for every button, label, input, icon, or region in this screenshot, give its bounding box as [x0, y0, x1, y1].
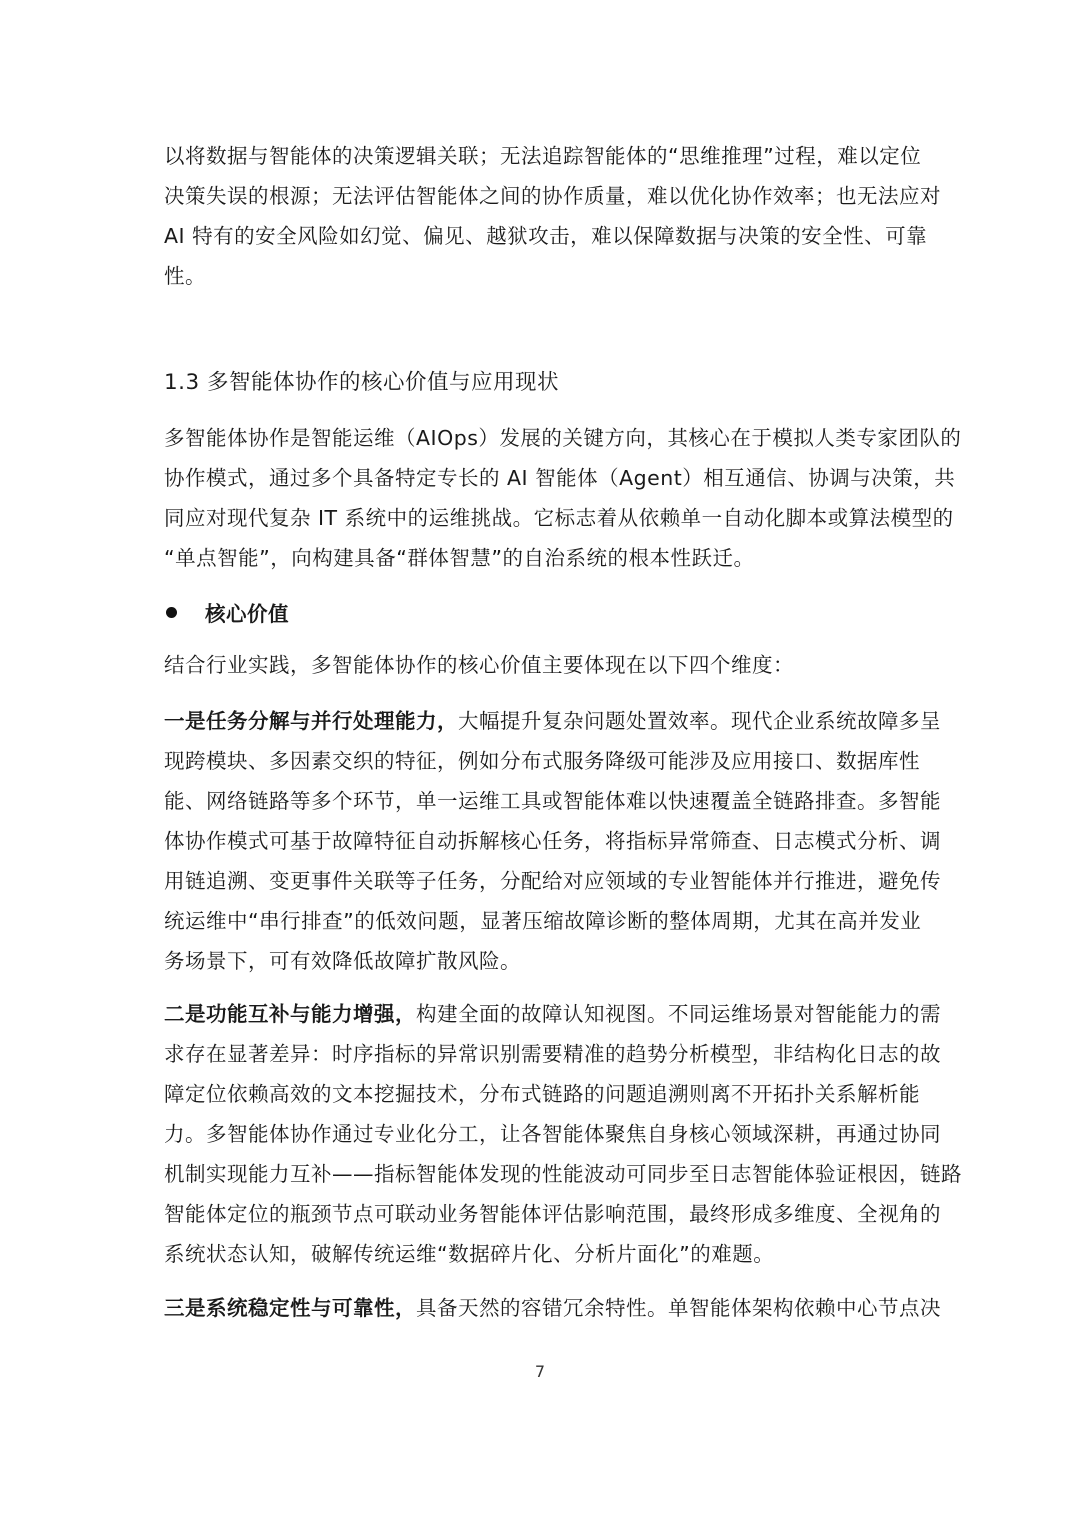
- text-line: 用链追溯、变更事件关联等子任务，分配给对应领域的专业智能体并行推进，避免传: [164, 869, 941, 893]
- text-line: 协作模式，通过多个具备特定专长的 AI 智能体（Agent）相互通信、协调与决策，共: [164, 466, 956, 490]
- text-line: [164, 1288, 941, 1328]
- text-line: 结合行业实践，多智能体协作的核心价值主要体现在以下四个维度：: [164, 653, 794, 677]
- paragraph-intro-continued: [164, 136, 941, 296]
- bullet-dot-icon: [166, 607, 177, 618]
- text-line: 统运维中“串行排查”的低效问题，显著压缩故障诊断的整体周期，尤其在高并发业: [164, 909, 922, 933]
- value-2-rest: 构建全面的故障认知视图。不同运维场景对智能能力的需: [416, 1002, 941, 1026]
- bullet-label: 核心价值: [205, 602, 289, 626]
- text-line: “单点智能”，向构建具备“群体智慧”的自治系统的根本性跃迁。: [164, 546, 755, 570]
- page-number: 7: [534, 1362, 546, 1381]
- text-line: 决策失误的根源；无法评估智能体之间的协作质量，难以优化协作效率；也无法应对: [164, 184, 941, 208]
- value-1-lead: 一是任务分解与并行处理能力，: [164, 709, 458, 733]
- text-line: 多智能体协作是智能运维（AIOps）发展的关键方向，其核心在于模拟人类专家团队的: [164, 426, 962, 450]
- value-3-lead: 三是系统稳定性与可靠性，: [164, 1296, 416, 1320]
- text-line: [164, 994, 941, 1034]
- paragraph-value-3: [164, 1288, 941, 1328]
- text-line: 体协作模式可基于故障特征自动拆解核心任务，将指标异常筛查、日志模式分析、调: [164, 829, 941, 853]
- text-line: 务场景下，可有效降低故障扩散风险。: [164, 949, 521, 973]
- text-line: 障定位依赖高效的文本挖掘技术，分布式链路的问题追溯则离不开拓扑关系解析能: [164, 1082, 920, 1106]
- section-heading: [164, 363, 924, 403]
- text-line: 机制实现能力互补——指标智能体发现的性能波动可同步至日志智能体验证根因，链路: [164, 1162, 962, 1186]
- text-line: 以将数据与智能体的决策逻辑关联；无法追踪智能体的“思维推理”过程，难以定位: [164, 144, 922, 168]
- text-line: 现跨模块、多因素交织的特征，例如分布式服务降级可能涉及应用接口、数据库性: [164, 749, 920, 773]
- paragraph-dimensions-intro: [164, 645, 924, 685]
- bullet-heading: [164, 592, 289, 632]
- text-line: 智能体定位的瓶颈节点可联动业务智能体评估影响范围，最终形成多维度、全视角的: [164, 1202, 941, 1226]
- paragraph-overview: [164, 418, 962, 578]
- text-line: 求存在显著差异：时序指标的异常识别需要精准的趋势分析模型，非结构化日志的故: [164, 1042, 941, 1066]
- text-line: 性。: [164, 264, 206, 288]
- value-2-lead: 二是功能互补与能力增强，: [164, 1002, 416, 1026]
- value-1-rest: 大幅提升复杂问题处置效率。现代企业系统故障多呈: [458, 709, 941, 733]
- paragraph-value-2: [164, 994, 962, 1274]
- text-line: [164, 701, 941, 741]
- text-line: AI 特有的安全风险如幻觉、偏见、越狱攻击，难以保障数据与决策的安全性、可靠: [164, 224, 928, 248]
- section-title: 1.3 多智能体协作的核心价值与应用现状: [164, 370, 560, 395]
- paragraph-value-1: [164, 701, 941, 981]
- text-line: 能、网络链路等多个环节，单一运维工具或智能体难以快速覆盖全链路排查。多智能: [164, 789, 941, 813]
- text-line: 系统状态认知，破解传统运维“数据碎片化、分析片面化”的难题。: [164, 1242, 775, 1266]
- text-line: 力。多智能体协作通过专业化分工，让各智能体聚焦自身核心领域深耕，再通过协同: [164, 1122, 941, 1146]
- value-3-rest: 具备天然的容错冗余特性。单智能体架构依赖中心节点决: [416, 1296, 941, 1320]
- text-line: 同应对现代复杂 IT 系统中的运维挑战。它标志着从依赖单一自动化脚本或算法模型的: [164, 506, 954, 530]
